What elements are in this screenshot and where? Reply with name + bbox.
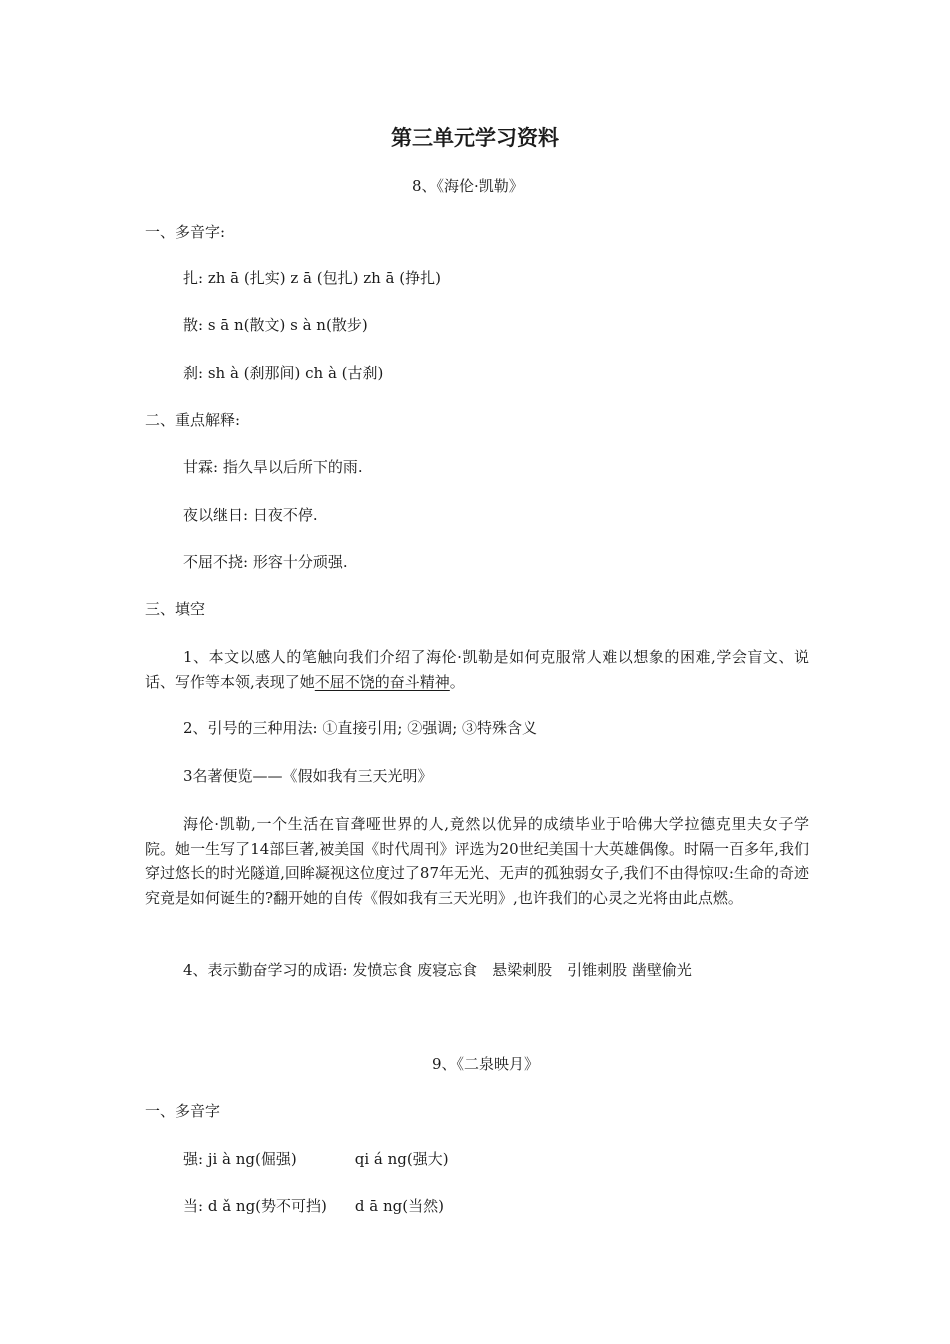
polyphone-item: 刹: sh à (刹那间) ch à (古刹) [183,364,384,382]
lesson9-section1-title: 一、多音字 [145,1102,221,1120]
fill-blank-1 [145,645,809,694]
polyphone-item [183,1194,444,1218]
lesson8-heading: 8、《海伦·凯勒》 [412,177,524,195]
fill-blank-1-text: 1、本文以感人的笔触向我们介绍了海伦·凯勒是如何克服常人难以想象的困难,学会盲文、说话、写作等本领,表现了她 [145,648,809,691]
polyphone-reading: qi á ng(强大) [354,1150,449,1168]
lesson8-section3-title: 三、填空 [145,600,206,618]
fill-blank-4: 4、表示勤奋学习的成语: 发愤忘食 废寝忘食 悬梁刺股 引锥刺股 凿壁偷光 [183,961,692,979]
fill-blank-1-answer: 不屈不饶的奋斗精神 [314,672,450,691]
polyphone-reading: 当: d ǎ ng(势不可挡) [183,1197,327,1215]
fill-blank-3: 3名著便览——《假如我有三天光明》 [183,767,433,785]
polyphone-item [183,1147,449,1171]
fill-blank-1-end: 。 [449,672,465,691]
lesson8-section1-title: 一、多音字: [145,223,226,241]
polyphone-reading: 强: ji à ng(倔强) [183,1150,297,1168]
page-title: 第三单元学习资料 [391,126,559,150]
book-intro-paragraph: 海伦·凯勒,一个生活在盲聋哑世界的人,竟然以优异的成绩毕业于哈佛大学拉德克里夫女子学院。她一生写了14部巨著,被美国《时代周刊》评选为20世纪美国十大英雄偶像。时隔一百多年,我们穿过悠长的时光隧道,回眸凝视这位度过了87年无光、无声的孤独弱女子,我们不由得惊叹:生命的奇迹究竟是如何诞生的?翻开她的自传《假如我有三天光明》,也许我们的心灵之光将由此点燃。 [145,815,809,907]
polyphone-reading: d ā ng(当然) [354,1197,444,1215]
lesson9-heading: 9、《二泉映月》 [432,1055,540,1073]
polyphone-item: 扎: zh ā (扎实) z ā (包扎) zh ā (挣扎) [183,269,441,287]
polyphone-item: 散: s ā n(散文) s à n(散步) [183,316,368,334]
fill-blank-2: 2、引号的三种用法: ①直接引用; ②强调; ③特殊含义 [183,719,538,737]
definition-item: 不屈不挠: 形容十分顽强. [183,553,348,571]
lesson8-section2-title: 二、重点解释: [145,411,241,429]
definition-item: 甘霖: 指久旱以后所下的雨. [183,458,363,476]
definition-item: 夜以继日: 日夜不停. [183,506,318,524]
